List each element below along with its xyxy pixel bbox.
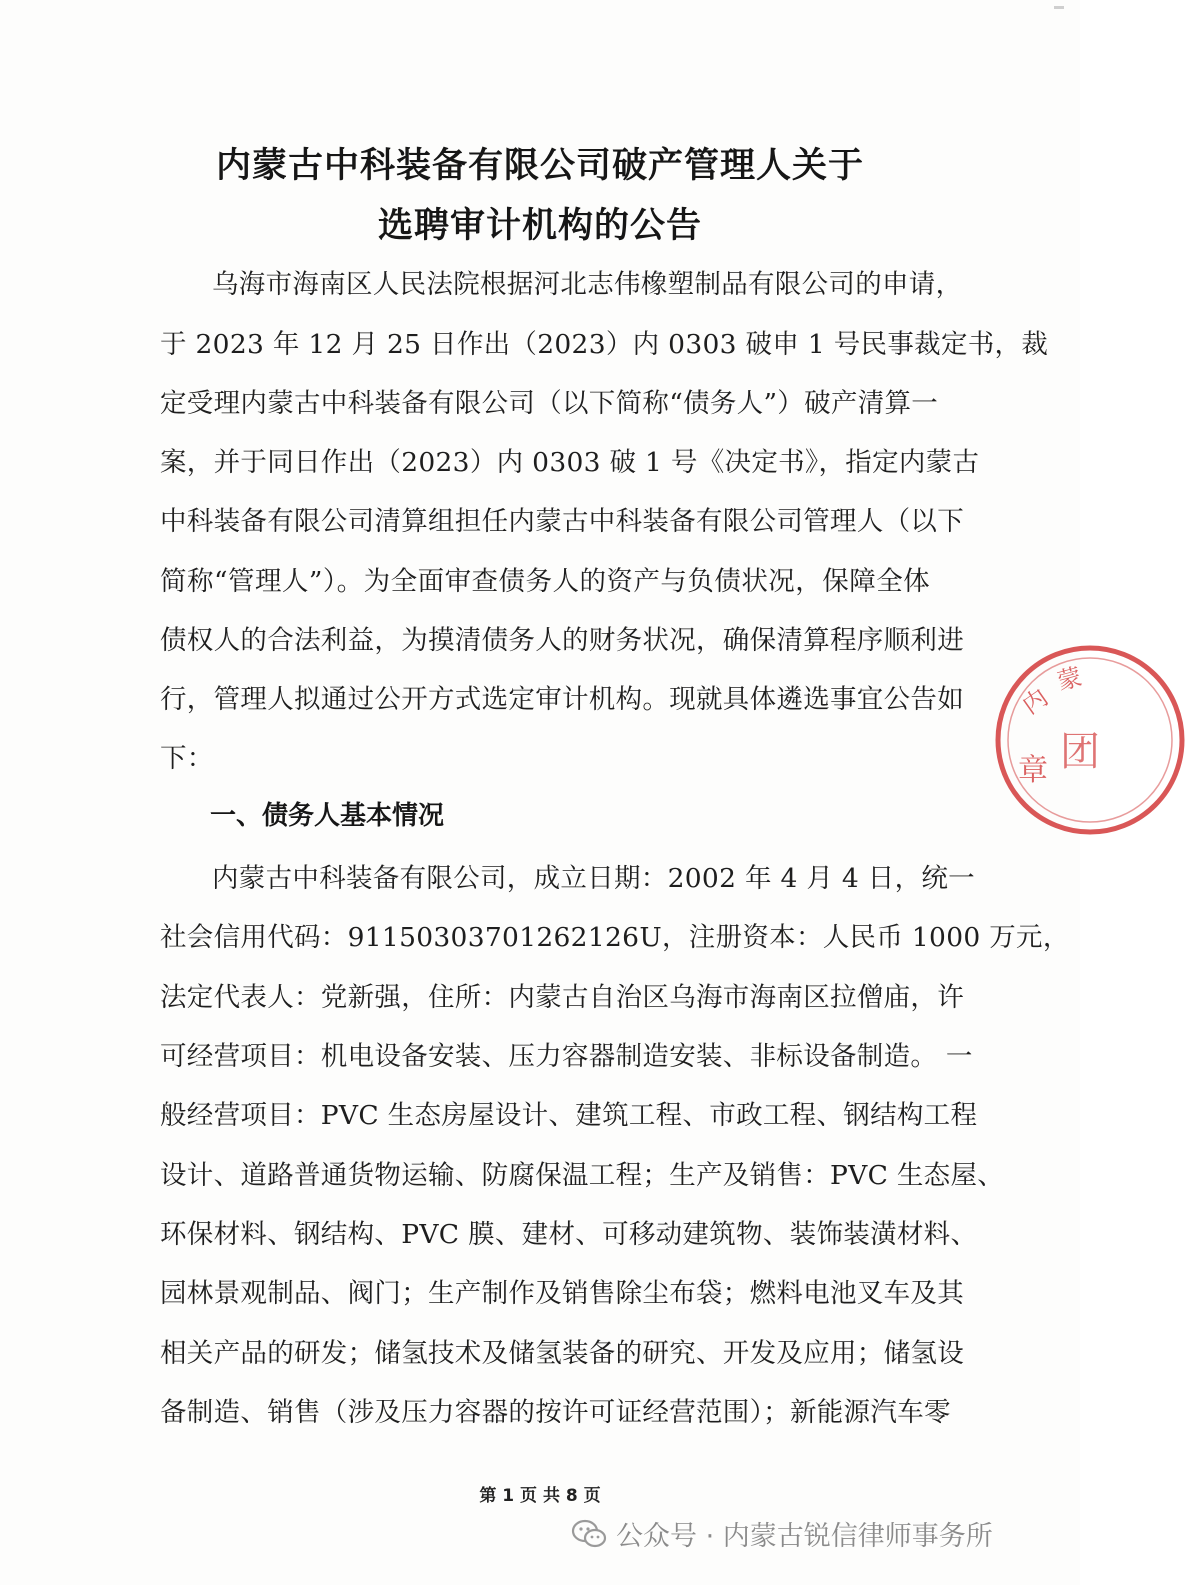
paragraph-line: 园林景观制品、阀门；生产制作及销售除尘布袋；燃料电池叉车及其 [160, 1278, 964, 1309]
paragraph-line: 下： [160, 743, 214, 774]
svg-text:章: 章 [1018, 753, 1048, 788]
watermark-text: 公众号 · 内蒙古锐信律师事务所 [616, 1521, 993, 1552]
paragraph-line: 行，管理人拟通过公开方式选定审计机构。现就具体遴选事宜公告如 [160, 684, 964, 715]
paragraph-line: 简称“管理人”）。为全面审查债务人的资产与负债状况，保障全体 [160, 566, 930, 597]
paragraph-line: 般经营项目：PVC 生态房屋设计、建筑工程、市政工程、钢结构工程 [160, 1100, 978, 1131]
page-number-footer: 第 1 页 共 8 页 [479, 1486, 601, 1506]
document-title-line1: 内蒙古中科装备有限公司破产管理人关于 [215, 146, 864, 186]
paragraph-line: 环保材料、钢结构、PVC 膜、建材、可移动建筑物、装饰装潢材料、 [160, 1219, 978, 1250]
wechat-watermark [572, 1514, 993, 1553]
paragraph-line: 可经营项目：机电设备安装、压力容器制造安装、非标设备制造。 一 [160, 1041, 973, 1072]
svg-text:内: 内 [1017, 683, 1054, 720]
paragraph-line: 中科装备有限公司清算组担任内蒙古中科装备有限公司管理人（以下 [160, 506, 964, 537]
official-seal-stamp [990, 640, 1190, 840]
svg-text:蒙: 蒙 [1054, 662, 1085, 696]
paragraph-line: 备制造、销售（涉及压力容器的按许可证经营范围）；新能源汽车零 [160, 1397, 951, 1428]
paragraph-line: 于 2023 年 12 月 25 日作出（2023）内 0303 破申 1 号民事裁定书，裁 [160, 329, 1049, 360]
paragraph-line: 债权人的合法利益，为摸清债务人的财务状况，确保清算程序顺利进 [160, 625, 964, 656]
paragraph-line: 相关产品的研发；储氢技术及储氢装备的研究、开发及应用；储氢设 [160, 1338, 964, 1369]
paragraph-line: 社会信用代码：91150303701262126U，注册资本：人民币 1000 万元， [160, 922, 1070, 953]
svg-text:团: 团 [1060, 729, 1100, 775]
document-title-line2: 选聘审计机构的公告 [377, 206, 702, 246]
paragraph-line: 定受理内蒙古中科装备有限公司（以下简称“债务人”）破产清算一 [160, 388, 939, 419]
scan-margin-marks [1050, 0, 1070, 64]
paragraph-line: 法定代表人：党新强，住所：内蒙古自治区乌海市海南区拉僧庙，许 [160, 982, 964, 1013]
paragraph-line: 内蒙古中科装备有限公司，成立日期：2002 年 4 月 4 日，统一 [212, 863, 975, 894]
paragraph-line: 乌海市海南区人民法院根据河北志伟橡塑制品有限公司的申请， [212, 269, 963, 300]
wechat-icon [572, 1519, 606, 1549]
section-heading: 一、债务人基本情况 [210, 801, 445, 831]
paragraph-line: 案，并于同日作出（2023）内 0303 破 1 号《决定书》，指定内蒙古 [160, 447, 980, 478]
paragraph-line: 设计、道路普通货物运输、防腐保温工程；生产及销售：PVC 生态屋、 [160, 1160, 1005, 1191]
